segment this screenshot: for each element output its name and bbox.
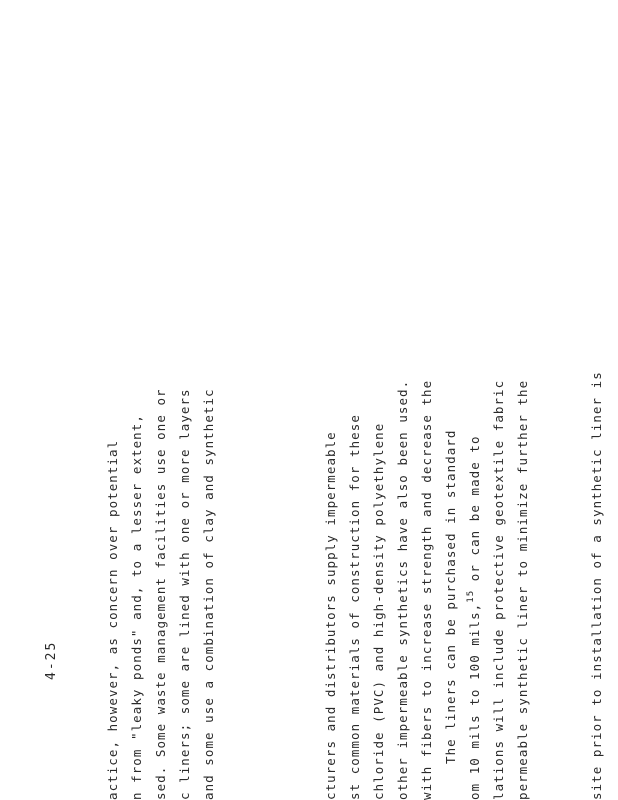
text-line: permeable synthetic liner to minimize further the <box>515 379 530 800</box>
text-line: with fibers to increase strength and decrease the <box>419 379 434 800</box>
text-line: cturers and distributors supply impermeable <box>323 431 338 800</box>
text-line: and some use a combination of clay and synthetic <box>201 388 216 800</box>
text-line-with-footnote <box>468 435 482 800</box>
text-line: sed. Some waste management facilities use one or <box>153 388 168 800</box>
text-line: actice, however, as concern over potential <box>105 439 120 800</box>
text-line: chloride (PVC) and high-density polyethylene <box>371 422 386 800</box>
text-line: The liners can be purchased in standard <box>443 429 458 764</box>
text-line: site prior to installation of a synthetic liner is <box>589 371 604 800</box>
text-fragment: or can be made to <box>467 435 482 590</box>
text-line: other impermeable synthetics have also been used. <box>395 379 410 800</box>
text-line: n from "leaky ponds" and, to a lesser extent, <box>129 414 144 800</box>
text-fragment: om 10 mils to 100 mils, <box>467 602 482 800</box>
text-line: st common materials of construction for these <box>347 414 362 800</box>
footnote-ref: 15 <box>466 589 476 603</box>
text-line: lations will include protective geotextile fabric <box>491 379 506 800</box>
text-line: c liners; some are lined with one or more layers <box>177 388 192 800</box>
page-number: 4-25 <box>44 640 59 680</box>
